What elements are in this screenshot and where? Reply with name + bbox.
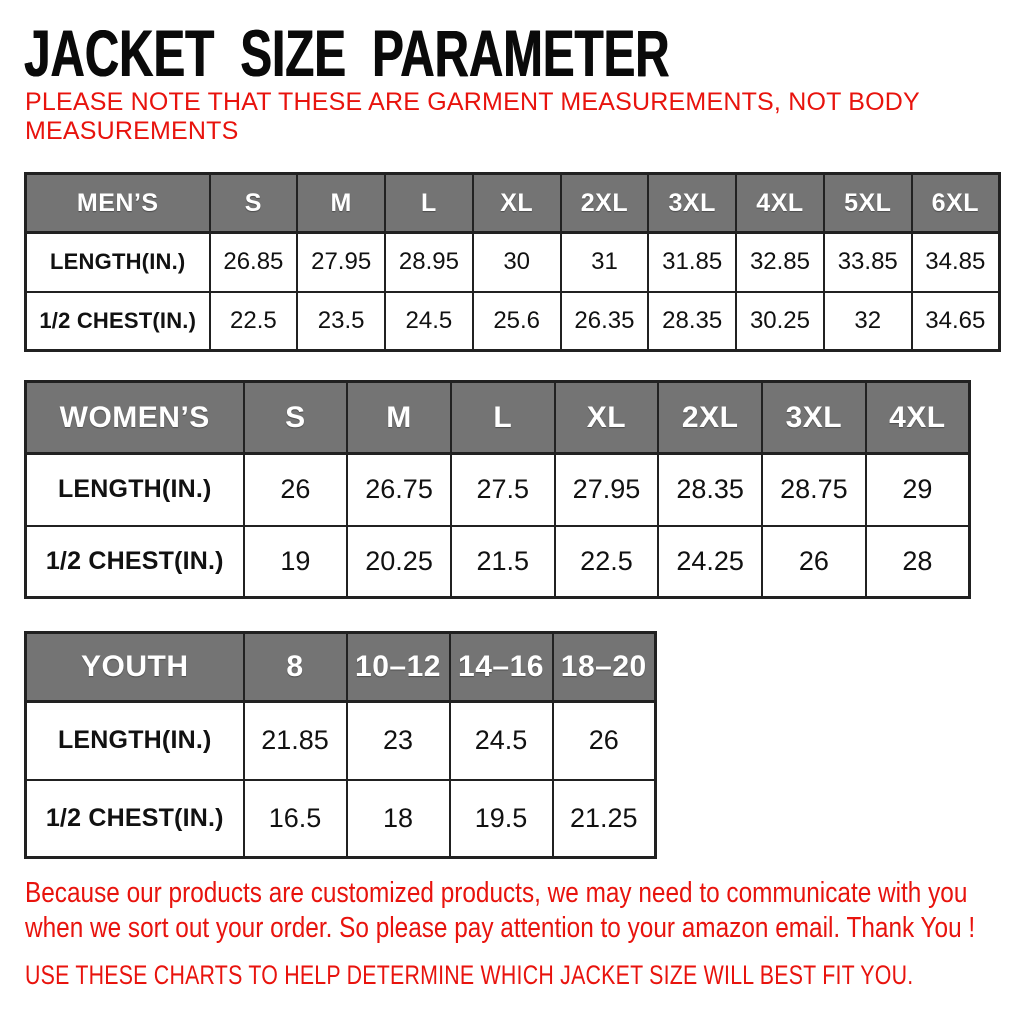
youth-header-row — [26, 633, 656, 702]
mens-size-table — [24, 172, 1001, 352]
size-value: 26 — [762, 526, 866, 598]
womens-size-header: 2XL — [658, 382, 762, 454]
measure-label: LENGTH(IN.) — [26, 702, 244, 780]
mens-size-header: L — [385, 174, 473, 233]
size-value: 23 — [347, 702, 450, 780]
size-value: 28.75 — [762, 454, 866, 526]
size-value: 22.5 — [555, 526, 659, 598]
size-value: 26 — [244, 454, 348, 526]
size-value: 28.35 — [658, 454, 762, 526]
size-value: 27.95 — [555, 454, 659, 526]
youth-size-header: 10–12 — [347, 633, 450, 702]
size-value: 21.5 — [451, 526, 555, 598]
note-line-1: PLEASE NOTE THAT THESE ARE GARMENT MEASUREMENTS, NOT BODY — [25, 88, 920, 116]
size-value: 32.85 — [736, 233, 824, 292]
size-value: 34.85 — [912, 233, 1000, 292]
size-value: 24.5 — [450, 702, 553, 780]
size-value: 32 — [824, 292, 912, 351]
size-value: 31.85 — [648, 233, 736, 292]
womens-header-row — [26, 382, 970, 454]
page-title: JACKET SIZE PARAMETER — [24, 16, 670, 90]
measure-label: LENGTH(IN.) — [26, 233, 210, 292]
size-value: 30.25 — [736, 292, 824, 351]
size-value: 33.85 — [824, 233, 912, 292]
womens-size-header: 3XL — [762, 382, 866, 454]
womens-chest-row — [26, 526, 970, 598]
womens-size-header: S — [244, 382, 348, 454]
size-value: 28.35 — [648, 292, 736, 351]
size-value: 24.25 — [658, 526, 762, 598]
mens-chest-row — [26, 292, 1000, 351]
size-value: 18 — [347, 780, 450, 858]
size-value: 21.85 — [244, 702, 347, 780]
youth-size-header: 18–20 — [553, 633, 656, 702]
size-value: 24.5 — [385, 292, 473, 351]
size-value: 26.75 — [347, 454, 451, 526]
size-value: 23.5 — [297, 292, 385, 351]
womens-size-header: XL — [555, 382, 659, 454]
mens-size-header: 4XL — [736, 174, 824, 233]
size-value: 30 — [473, 233, 561, 292]
size-value: 20.25 — [347, 526, 451, 598]
youth-size-header: 8 — [244, 633, 347, 702]
size-value: 29 — [866, 454, 970, 526]
customized-products-notice — [25, 876, 975, 946]
womens-size-header: 4XL — [866, 382, 970, 454]
youth-size-table — [24, 631, 657, 859]
size-value: 16.5 — [244, 780, 347, 858]
size-value: 27.5 — [451, 454, 555, 526]
note-line-2: MEASUREMENTS — [25, 117, 239, 145]
garment-measurement-note — [25, 88, 920, 146]
youth-table-title-cell: YOUTH — [26, 633, 244, 702]
youth-length-row — [26, 702, 656, 780]
measure-label: 1/2 CHEST(IN.) — [26, 780, 244, 858]
mens-size-header: 3XL — [648, 174, 736, 233]
notice-line-1: Because our products are customized products, we may need to communicate with you — [25, 877, 968, 909]
womens-table-title-cell: WOMEN’S — [26, 382, 244, 454]
size-value: 22.5 — [210, 292, 298, 351]
measure-label: 1/2 CHEST(IN.) — [26, 292, 210, 351]
size-value: 28 — [866, 526, 970, 598]
mens-size-header: 2XL — [561, 174, 649, 233]
mens-table-title-cell: MEN’S — [26, 174, 210, 233]
womens-size-header: L — [451, 382, 555, 454]
size-value: 26.35 — [561, 292, 649, 351]
size-value: 26 — [553, 702, 656, 780]
size-value: 34.65 — [912, 292, 1000, 351]
mens-header-row — [26, 174, 1000, 233]
size-value: 19 — [244, 526, 348, 598]
notice-line-2: when we sort out your order. So please pay attention to your amazon email. Thank You ! — [25, 912, 976, 944]
mens-size-header: M — [297, 174, 385, 233]
size-value: 28.95 — [385, 233, 473, 292]
mens-size-header: 5XL — [824, 174, 912, 233]
womens-size-header: M — [347, 382, 451, 454]
mens-size-header: S — [210, 174, 298, 233]
womens-size-table — [24, 380, 971, 599]
size-value: 21.25 — [553, 780, 656, 858]
mens-size-header: XL — [473, 174, 561, 233]
size-value: 27.95 — [297, 233, 385, 292]
womens-length-row — [26, 454, 970, 526]
size-value: 26.85 — [210, 233, 298, 292]
mens-size-header: 6XL — [912, 174, 1000, 233]
size-value: 31 — [561, 233, 649, 292]
youth-size-header: 14–16 — [450, 633, 553, 702]
measure-label: LENGTH(IN.) — [26, 454, 244, 526]
fit-advice-line: USE THESE CHARTS TO HELP DETERMINE WHICH JACKET SIZE WILL BEST FIT YOU. — [25, 960, 914, 990]
size-value: 25.6 — [473, 292, 561, 351]
size-value: 19.5 — [450, 780, 553, 858]
youth-chest-row — [26, 780, 656, 858]
mens-length-row — [26, 233, 1000, 292]
measure-label: 1/2 CHEST(IN.) — [26, 526, 244, 598]
